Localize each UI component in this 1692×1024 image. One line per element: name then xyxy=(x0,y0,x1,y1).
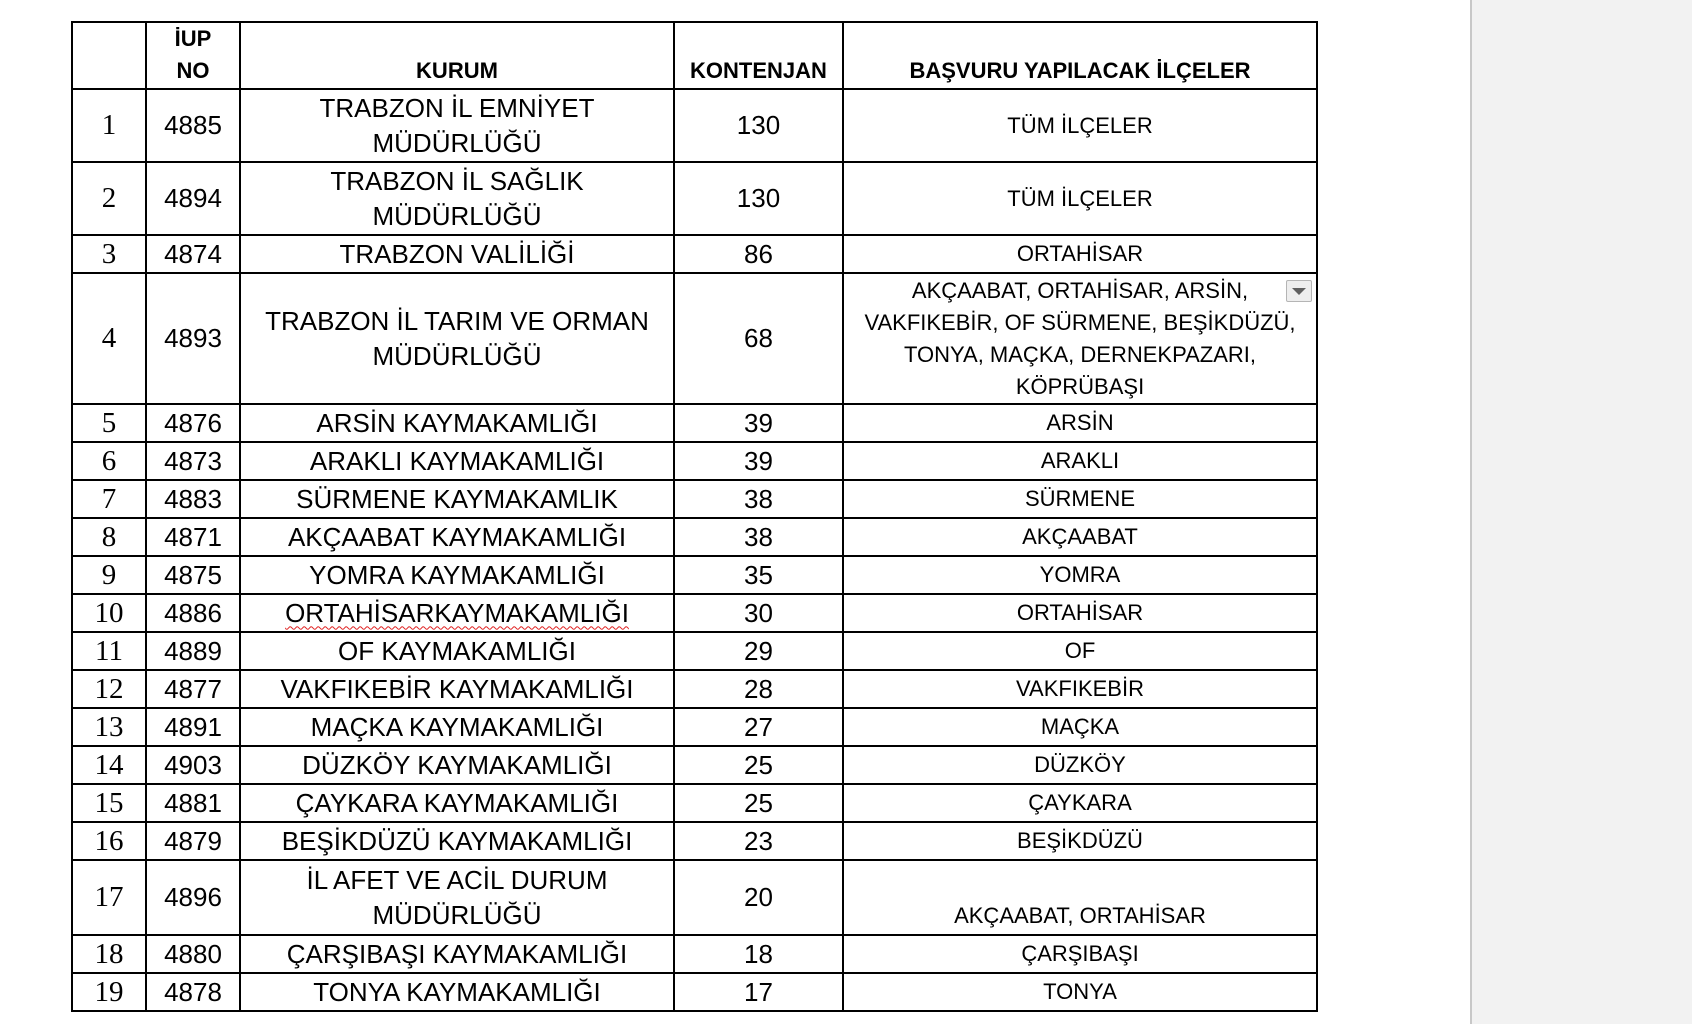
chevron-down-icon xyxy=(1292,288,1306,295)
row-ilceler: ORTAHİSAR xyxy=(843,594,1317,632)
kurum-line: TRABZON İL SAĞLIK xyxy=(330,165,584,196)
table-row xyxy=(72,235,1317,273)
row-index: 1 xyxy=(72,89,146,162)
kurum-line: MÜDÜRLÜĞÜ xyxy=(372,200,542,231)
row-kurum xyxy=(240,594,674,632)
row-ilceler: TÜM İLÇELER xyxy=(843,162,1317,235)
table-row xyxy=(72,860,1317,935)
row-ilceler: ÇAYKARA xyxy=(843,784,1317,822)
header-index xyxy=(72,22,146,89)
row-iup-no: 4886 xyxy=(146,594,240,632)
row-kontenjan: 38 xyxy=(674,518,843,556)
row-iup-no: 4893 xyxy=(146,273,240,404)
side-panel xyxy=(1472,0,1692,1024)
row-kontenjan: 130 xyxy=(674,162,843,235)
row-kurum xyxy=(240,89,674,162)
row-kontenjan: 29 xyxy=(674,632,843,670)
row-iup-no: 4880 xyxy=(146,935,240,973)
row-index: 18 xyxy=(72,935,146,973)
row-kurum: VAKFIKEBİR KAYMAKAMLIĞI xyxy=(240,670,674,708)
row-index: 8 xyxy=(72,518,146,556)
row-iup-no: 4877 xyxy=(146,670,240,708)
row-ilceler: YOMRA xyxy=(843,556,1317,594)
row-index: 10 xyxy=(72,594,146,632)
row-ilceler: SÜRMENE xyxy=(843,480,1317,518)
row-iup-no: 4873 xyxy=(146,442,240,480)
row-kurum: ARSİN KAYMAKAMLIĞI xyxy=(240,404,674,442)
kurum-line: TRABZON İL TARIM VE ORMAN xyxy=(265,305,649,336)
row-kurum: OF KAYMAKAMLIĞI xyxy=(240,632,674,670)
table-row xyxy=(72,670,1317,708)
row-iup-no: 4889 xyxy=(146,632,240,670)
row-kontenjan: 20 xyxy=(674,860,843,935)
kurum-line: TRABZON İL EMNİYET xyxy=(319,92,595,123)
row-index: 9 xyxy=(72,556,146,594)
row-ilceler: ARSİN xyxy=(843,404,1317,442)
row-kontenjan: 68 xyxy=(674,273,843,404)
table-row xyxy=(72,556,1317,594)
row-iup-no: 4883 xyxy=(146,480,240,518)
row-kontenjan: 18 xyxy=(674,935,843,973)
row-kurum: TONYA KAYMAKAMLIĞI xyxy=(240,973,674,1011)
header-iup-no-line1: İUP xyxy=(174,26,212,51)
row-kontenjan: 86 xyxy=(674,235,843,273)
row-index: 15 xyxy=(72,784,146,822)
table-row xyxy=(72,442,1317,480)
row-ilceler: BEŞİKDÜZÜ xyxy=(843,822,1317,860)
table-row xyxy=(72,162,1317,235)
row-kurum xyxy=(240,860,674,935)
row-kurum: AKÇAABAT KAYMAKAMLIĞI xyxy=(240,518,674,556)
table-row xyxy=(72,784,1317,822)
row-iup-no: 4896 xyxy=(146,860,240,935)
row-kurum: BEŞİKDÜZÜ KAYMAKAMLIĞI xyxy=(240,822,674,860)
row-index: 5 xyxy=(72,404,146,442)
row-kontenjan: 25 xyxy=(674,784,843,822)
row-iup-no: 4903 xyxy=(146,746,240,784)
ilce-line: VAKFIKEBİR, OF SÜRMENE, BEŞİKDÜZÜ, xyxy=(864,309,1296,335)
ilce-line: AKÇAABAT, ORTAHİSAR, ARSİN, xyxy=(911,277,1249,303)
row-kurum: TRABZON VALİLİĞİ xyxy=(240,235,674,273)
header-iup-no xyxy=(146,22,240,89)
row-ilceler xyxy=(843,273,1317,404)
row-kontenjan: 130 xyxy=(674,89,843,162)
ilce-line: TONYA, MAÇKA, DERNEKPAZARI, xyxy=(903,341,1257,367)
table-row xyxy=(72,935,1317,973)
table-row xyxy=(72,632,1317,670)
row-iup-no: 4894 xyxy=(146,162,240,235)
row-kontenjan: 17 xyxy=(674,973,843,1011)
row-iup-no: 4871 xyxy=(146,518,240,556)
row-iup-no: 4876 xyxy=(146,404,240,442)
table-header-row xyxy=(72,22,1317,89)
table-row xyxy=(72,973,1317,1011)
misspelled-text: ORTAHİSARKAYMAKAMLIĞI xyxy=(285,597,629,628)
row-ilceler: MAÇKA xyxy=(843,708,1317,746)
row-iup-no: 4885 xyxy=(146,89,240,162)
row-ilceler: DÜZKÖY xyxy=(843,746,1317,784)
row-kontenjan: 28 xyxy=(674,670,843,708)
row-ilceler: ÇARŞIBAŞI xyxy=(843,935,1317,973)
row-ilceler: AKÇAABAT, ORTAHİSAR xyxy=(843,860,1317,935)
row-index: 11 xyxy=(72,632,146,670)
row-index: 14 xyxy=(72,746,146,784)
row-kontenjan: 39 xyxy=(674,404,843,442)
header-ilceler: BAŞVURU YAPILACAK İLÇELER xyxy=(843,22,1317,89)
row-kurum xyxy=(240,273,674,404)
ilce-line: KÖPRÜBAŞI xyxy=(1015,373,1145,399)
header-iup-no-line2: NO xyxy=(176,58,210,83)
table-row xyxy=(72,404,1317,442)
row-iup-no: 4874 xyxy=(146,235,240,273)
quota-table xyxy=(71,21,1318,1012)
row-index: 6 xyxy=(72,442,146,480)
row-kurum: YOMRA KAYMAKAMLIĞI xyxy=(240,556,674,594)
row-ilceler: OF xyxy=(843,632,1317,670)
table-row xyxy=(72,273,1317,404)
row-kurum: ÇAYKARA KAYMAKAMLIĞI xyxy=(240,784,674,822)
table-row xyxy=(72,746,1317,784)
row-iup-no: 4878 xyxy=(146,973,240,1011)
row-iup-no: 4875 xyxy=(146,556,240,594)
row-kurum: SÜRMENE KAYMAKAMLIK xyxy=(240,480,674,518)
row-index: 3 xyxy=(72,235,146,273)
header-kurum: KURUM xyxy=(240,22,674,89)
row-index: 7 xyxy=(72,480,146,518)
table-row xyxy=(72,822,1317,860)
row-kontenjan: 25 xyxy=(674,746,843,784)
row-ilceler: VAKFIKEBİR xyxy=(843,670,1317,708)
kurum-line: MÜDÜRLÜĞÜ xyxy=(372,127,542,158)
table-row xyxy=(72,89,1317,162)
row-index: 16 xyxy=(72,822,146,860)
row-kurum: DÜZKÖY KAYMAKAMLIĞI xyxy=(240,746,674,784)
row-index: 2 xyxy=(72,162,146,235)
table-row xyxy=(72,518,1317,556)
row-kontenjan: 39 xyxy=(674,442,843,480)
table-row xyxy=(72,594,1317,632)
kurum-line: MÜDÜRLÜĞÜ xyxy=(372,899,542,930)
row-kurum: ÇARŞIBAŞI KAYMAKAMLIĞI xyxy=(240,935,674,973)
row-kontenjan: 27 xyxy=(674,708,843,746)
table-row xyxy=(72,480,1317,518)
row-ilceler: AKÇAABAT xyxy=(843,518,1317,556)
row-index: 4 xyxy=(72,273,146,404)
row-iup-no: 4891 xyxy=(146,708,240,746)
row-index: 17 xyxy=(72,860,146,935)
row-ilceler: ORTAHİSAR xyxy=(843,235,1317,273)
row-kontenjan: 30 xyxy=(674,594,843,632)
row-kurum xyxy=(240,162,674,235)
table-row xyxy=(72,708,1317,746)
row-index: 12 xyxy=(72,670,146,708)
header-kontenjan: KONTENJAN xyxy=(674,22,843,89)
row-index: 13 xyxy=(72,708,146,746)
kurum-line: MÜDÜRLÜĞÜ xyxy=(372,340,542,371)
row-ilceler: TÜM İLÇELER xyxy=(843,89,1317,162)
row-kurum: ARAKLI KAYMAKAMLIĞI xyxy=(240,442,674,480)
row-kontenjan: 35 xyxy=(674,556,843,594)
row-kurum: MAÇKA KAYMAKAMLIĞI xyxy=(240,708,674,746)
kurum-line: İL AFET VE ACİL DURUM xyxy=(306,864,608,895)
row-index: 19 xyxy=(72,973,146,1011)
row-kontenjan: 38 xyxy=(674,480,843,518)
row-iup-no: 4881 xyxy=(146,784,240,822)
row-ilceler: ARAKLI xyxy=(843,442,1317,480)
row-iup-no: 4879 xyxy=(146,822,240,860)
cell-dropdown-button[interactable] xyxy=(1286,280,1312,302)
row-kontenjan: 23 xyxy=(674,822,843,860)
row-ilceler: TONYA xyxy=(843,973,1317,1011)
